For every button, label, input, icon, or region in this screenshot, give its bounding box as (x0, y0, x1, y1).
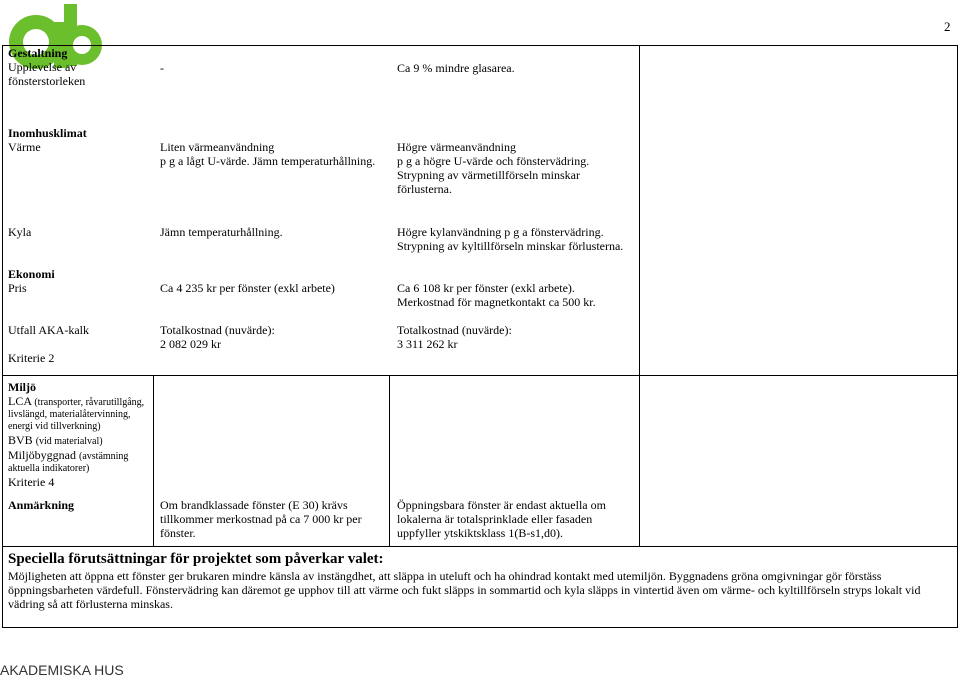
cell-text: Totalkostnad (nuvärde): (160, 323, 275, 337)
row-label: Pris (8, 281, 27, 295)
column-divider (639, 45, 640, 375)
section-title: Inomhusklimat (8, 126, 87, 140)
cell-text: Öppningsbara fönster är endast aktuella om (397, 498, 606, 512)
cell-text: fönster. (160, 526, 196, 540)
utfall-col3 (397, 323, 512, 351)
inomhusklimat-col2 (160, 140, 375, 168)
cell-text: Merkostnad för magnetkontakt ca 500 kr. (397, 295, 596, 309)
special-conditions-text: Möjligheten att öppna ett fönster ger brukaren mindre känsla av instängdhet, att släppa in uteluft och ha ohindrad kontakt med utemiljön. Byggnadens gröna omgivningar gör förstäss öppningsbarheten värdefull. Fönstervädring kan däremot ge upphov till att värme och fukt släpps in sommartid och kyla släpps in vintertid även om värme- och kyltillförseln stryps lokalt vid vädring så att förlusterna minskas. (8, 569, 921, 611)
cell-text: Om brandklassade fönster (E 30) krävs (160, 498, 348, 512)
cell-text: Strypning av värmetillförseln minskar (397, 168, 580, 182)
row-divider (2, 375, 958, 376)
cell-text: 2 082 029 kr (160, 337, 221, 351)
cell-text: p g a högre U-värde och fönstervädring. (397, 154, 590, 168)
miljobyggnad-note: aktuella indikatorer) (8, 463, 90, 474)
ekonomi-label (8, 267, 55, 295)
gestaltning-col3: Ca 9 % mindre glasarea. (397, 61, 515, 75)
kyla-col3 (397, 225, 623, 253)
anmarkning-label: Anmärkning (8, 498, 75, 512)
cell-text: Totalkostnad (nuvärde): (397, 323, 512, 337)
anmarkning-col2 (160, 498, 362, 540)
inomhusklimat-col3 (397, 140, 589, 196)
column-divider (153, 375, 154, 546)
ekonomi-col3 (397, 281, 596, 309)
gestaltning-col2: - (160, 61, 164, 75)
row-label: Värme (8, 140, 41, 154)
cell-text: förlusterna. (397, 182, 452, 196)
inomhusklimat-label (8, 126, 87, 154)
cell-text: Högre kylanvändning p g a fönstervädring. (397, 225, 604, 239)
miljobyggnad-label: Miljöbyggnad (8, 448, 76, 462)
cell-text: tillkommer merkostnad på ca 7 000 kr per (160, 512, 362, 526)
kyla-label: Kyla (8, 225, 32, 239)
section-title: Ekonomi (8, 267, 55, 281)
lca-note: (transporter, råvarutillgång, (34, 397, 145, 408)
ekonomi-col2: Ca 4 235 kr per fönster (exkl arbete) (160, 281, 335, 295)
special-conditions-title: Speciella förutsättningar för projektet som påverkar valet: (8, 551, 384, 567)
column-divider (389, 375, 390, 546)
cell-text: 3 311 262 kr (397, 337, 458, 351)
page-number: 2 (944, 19, 951, 34)
footer-brand-text: AKADEMISKA HUS (0, 662, 124, 678)
lca-note: livslängd, materialåtervinning, (8, 409, 131, 420)
utfall-col2 (160, 323, 275, 351)
cell-text: Högre värmeanvändning (397, 140, 516, 154)
cell-text: lokalerna är totalsprinklade eller fasaden (397, 512, 593, 526)
row-label: fönsterstorleken (8, 74, 86, 88)
cell-text: Liten värmeanvändning (160, 140, 275, 154)
row-divider (2, 546, 958, 547)
cell-text: Ca 6 108 kr per fönster (exkl arbete). (397, 281, 575, 295)
utfall-label: Utfall AKA-kalk (8, 323, 89, 337)
miljo-label (8, 380, 150, 489)
section-title: Miljö (8, 380, 36, 394)
kyla-col2: Jämn temperaturhållning. (160, 225, 283, 239)
gestaltning-label (8, 46, 148, 88)
anmarkning-col3 (397, 498, 606, 540)
miljobyggnad-note: (avstämning (79, 451, 129, 462)
section-title: Gestaltning (8, 46, 68, 60)
miljo-kriterie: Kriterie 4 (8, 475, 55, 489)
row-label: Upplevelse av (8, 60, 77, 74)
cell-text: uppfyller ytskiktsklass 1(B-s1,d0). (397, 526, 563, 540)
bvb-note: (vid materialval) (35, 436, 103, 447)
column-divider (639, 375, 640, 546)
bvb-label: BVB (8, 433, 33, 447)
lca-note: energi vid tillverkning) (8, 421, 101, 432)
cell-text: p g a lågt U-värde. Jämn temperaturhållning. (160, 154, 376, 168)
lca-label: LCA (8, 394, 32, 408)
utfall-kriterie: Kriterie 2 (8, 351, 55, 365)
cell-text: Strypning av kyltillförseln minskar förlusterna. (397, 239, 624, 253)
